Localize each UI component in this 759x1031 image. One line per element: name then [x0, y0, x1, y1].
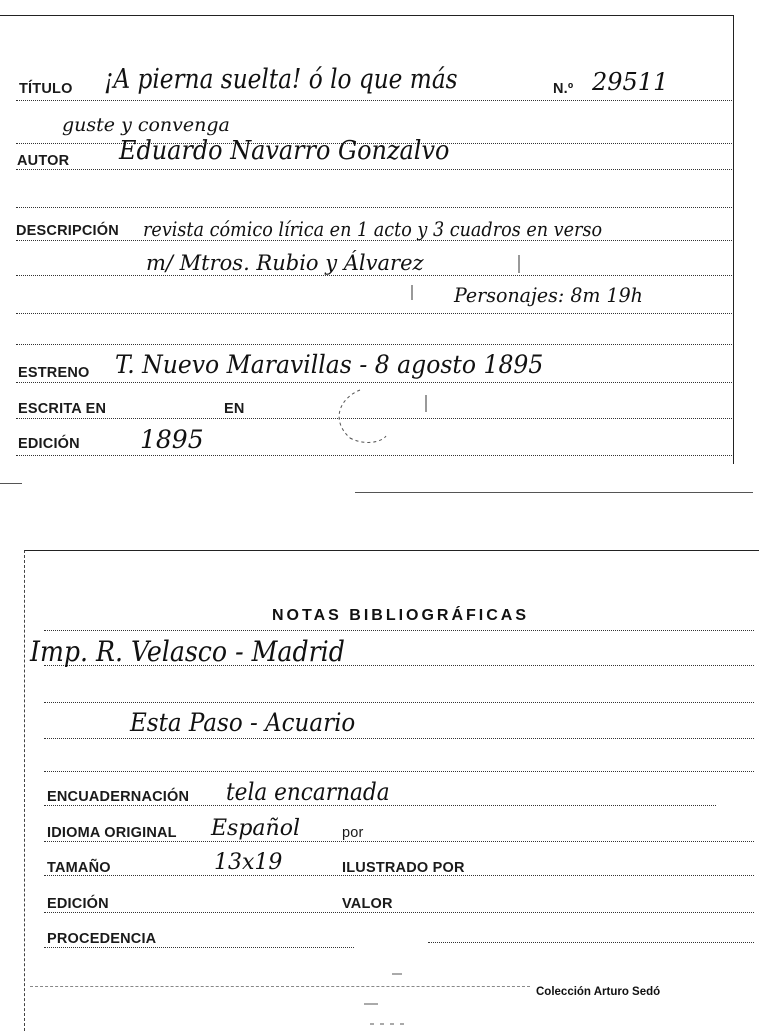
label-titulo: TÍTULO	[19, 81, 73, 97]
rule-titulo	[16, 100, 732, 101]
label-edicion-2: EDICIÓN	[47, 896, 109, 912]
value-edicion: 1895	[140, 425, 204, 454]
rule-procedencia-2	[428, 942, 754, 943]
label-por: por	[342, 825, 364, 841]
rule-notas	[44, 630, 754, 631]
label-autor: AUTOR	[17, 153, 70, 169]
label-procedencia: PROCEDENCIA	[47, 931, 157, 947]
label-encuadernacion: ENCUADERNACIÓN	[47, 789, 190, 805]
rule-autor	[16, 169, 732, 170]
scan-edge-mark	[0, 483, 22, 484]
rule-edicion	[16, 455, 732, 456]
label-estreno: ESTRENO	[18, 365, 90, 381]
value-descripcion-line2: m/ Mtros. Rubio y Álvarez	[146, 251, 424, 275]
rule-notas-4	[44, 738, 754, 739]
label-ilustrado-por: ILUSTRADO POR	[342, 860, 465, 876]
value-encuadernacion: tela encarnada	[226, 778, 390, 806]
value-notas-line2: Esta Paso - Acuario	[130, 708, 356, 737]
rule-notas-5	[44, 771, 754, 772]
label-numero: N.º	[553, 81, 574, 97]
label-valor: VALOR	[342, 896, 393, 912]
scan-bottom-line	[30, 986, 530, 987]
label-idioma-original: IDIOMA ORIGINAL	[47, 825, 177, 841]
scan-edge-line	[355, 492, 753, 493]
value-estreno: T. Nuevo Maravillas - 8 agosto 1895	[115, 350, 544, 379]
value-titulo-line2: guste y convenga	[62, 114, 230, 136]
value-notas-line1: Imp. R. Velasco - Madrid	[30, 635, 345, 668]
rule-descripcion-2	[16, 275, 732, 276]
heading-notas-bibliograficas: NOTAS BIBLIOGRÁFICAS	[272, 607, 530, 624]
ink-strokes	[410, 255, 540, 315]
value-titulo-line1: ¡A pierna suelta! ó lo que más	[104, 64, 458, 95]
footer-coleccion: Colección Arturo Sedó	[536, 986, 661, 998]
value-tamano: 13x19	[214, 850, 283, 875]
rule-blank-2	[16, 344, 732, 345]
rule-notas-3	[44, 702, 754, 703]
label-en: EN	[224, 401, 245, 417]
value-personajes: Personajes: 8m 19h	[454, 283, 643, 307]
label-descripcion: DESCRIPCIÓN	[16, 223, 119, 239]
value-descripcion-line1: revista cómico lírica en 1 acto y 3 cuadros en verso	[143, 217, 603, 241]
rule-idioma	[44, 841, 754, 842]
label-tamano: TAMAÑO	[47, 860, 111, 876]
value-idioma-original: Español	[211, 816, 300, 841]
label-edicion: EDICIÓN	[18, 436, 80, 452]
scan-dashes	[360, 960, 420, 1028]
ink-mark	[320, 380, 430, 450]
rule-descripcion-3	[16, 313, 732, 314]
value-autor: Eduardo Navarro Gonzalvo	[119, 136, 450, 166]
value-numero: 29511	[592, 68, 669, 96]
rule-procedencia	[44, 947, 354, 948]
rule-edicion-valor	[44, 912, 754, 913]
label-escrita-en: ESCRITA EN	[18, 401, 107, 417]
rule-blank	[16, 207, 732, 208]
